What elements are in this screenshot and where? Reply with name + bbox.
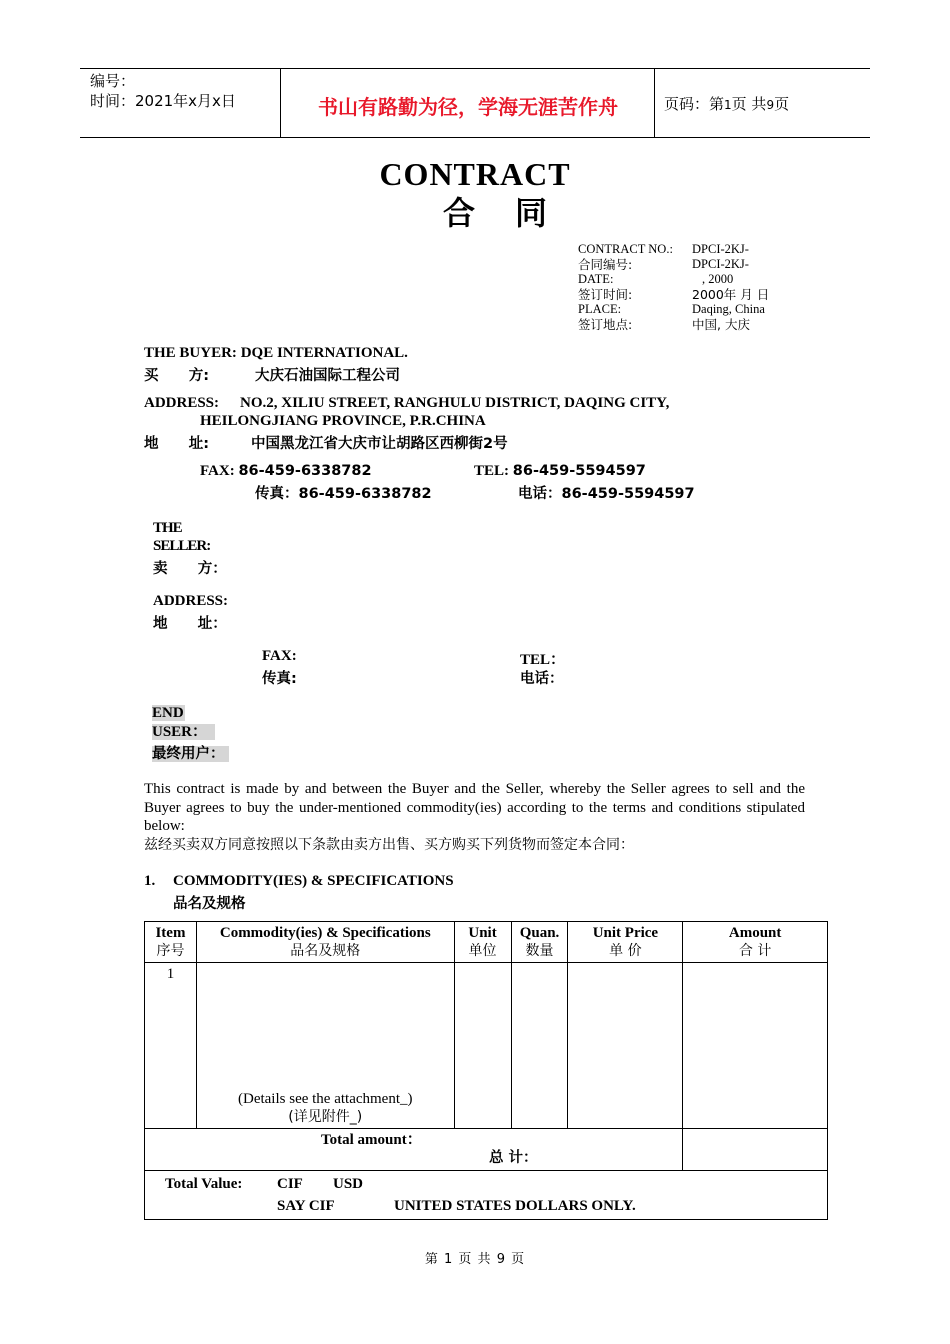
total-amount-value [683,1129,828,1171]
buyer-label: THE BUYER: [144,345,237,361]
serial-label: 编号： [90,72,136,90]
seller-label: THE SELLER: [153,520,211,554]
header-divider [280,69,281,137]
contract-intro [144,780,805,854]
buyer-line [144,345,408,362]
row-amount [683,963,828,1129]
total-amount-label-cell [145,1129,683,1171]
header-info [90,71,236,111]
time-label: 时间：2021年x月x日 [90,92,236,110]
seller-fax-label-cn: 传真: [262,671,297,687]
contract-no-value-cn: DPCI-2KJ- [692,257,749,271]
date-label: DATE: [578,272,614,286]
buyer-label-cn: 买 方: [144,368,210,384]
end-user-label-cn: 最终用户： [152,742,229,763]
place-value-cn: 中国, 大庆 [692,317,750,332]
buyer-address-line1: NO.2, XILIU STREET, RANGHULU DISTRICT, DAQING CITY, [240,395,670,411]
buyer-fax [200,463,372,480]
place-label: PLACE: [578,302,622,316]
seller-address-label: ADDRESS: [153,593,229,609]
row-unit [454,963,511,1129]
header-unit: Unit 单位 [454,922,511,963]
row-commodity [196,963,454,1129]
section-1-number: 1. [144,873,156,889]
seller-tel-label: TEL： [520,652,566,668]
date-value-cn: 2000年 月 日 [692,287,770,302]
seller-tel-label-cn: 电话： [520,671,564,687]
header-amount: Amount 合 计 [683,922,828,963]
contract-meta-values [692,242,769,332]
row-quantity [511,963,568,1129]
commodity-table [144,921,828,1220]
buyer-tel-value: 86-459-5594597 [512,463,646,479]
page-header [80,68,870,138]
section-1-title: COMMODITY(IES) & SPECIFICATIONS [173,873,454,889]
end-user-label: END USER： [152,704,215,742]
buyer-fax-cn: 传真：86-459-6338782 [255,486,432,502]
buyer-tel-cn: 电话：86-459-5594597 [518,486,695,502]
total-value-label: Total Value: [165,1176,243,1192]
buyer-address-cn: 中国黑龙江省大庆市让胡路区西柳街2号 [251,436,508,452]
total-value-row [145,1171,828,1220]
usd-label: USD [333,1176,364,1192]
buyer-tel [474,463,646,480]
buyer-fax-value: 86-459-6338782 [238,463,372,479]
date-label-cn: 签订时间: [578,287,633,302]
date-value: , 2000 [702,272,734,286]
seller-label-cn: 卖 方： [153,561,227,577]
contract-title: CONTRACT [379,156,571,192]
seller-address-label-cn: 地 址： [153,616,227,632]
row-item-number: 1 [145,963,197,1129]
header-motto: 书山有路勤为径，学海无涯苦作舟 [318,95,618,119]
intro-en: This contract is made by and between the Buyer and the Seller, whereby the Seller agrees to sell and the Buyer agrees to buy the under-mentioned commodity(ies) according to the terms and conditions stipulated below: [144,781,805,834]
header-divider [654,69,655,137]
contract-no-label: CONTRACT NO.: [578,242,673,256]
row-details-cn: (详见附件_) [288,1109,363,1125]
row-unit-price [568,963,683,1129]
total-amount-label-cn: 总 计： [489,1150,538,1166]
header-quantity: Quan. 数量 [511,922,568,963]
say-cif-label: SAY CIF [277,1198,335,1214]
header-unit-price: Unit Price 单 价 [568,922,683,963]
buyer-address-line2: HEILONGJIANG PROVINCE, P.R.CHINA [200,413,486,429]
row-details: (Details see the attachment_) [238,1091,413,1107]
seller-fax-label: FAX: [262,648,297,664]
table-header-row [145,922,828,963]
cif-label: CIF [277,1176,303,1192]
intro-cn: 兹经买卖双方同意按照以下条款由卖方出售、买方购买下列货物而签定本合同： [144,836,634,853]
place-label-cn: 签订地点: [578,317,633,332]
buyer-address-label: ADDRESS: [144,395,220,411]
usd-only-label: UNITED STATES DOLLARS ONLY. [394,1198,636,1214]
total-amount-label: Total amount： [321,1132,422,1148]
contract-no-value: DPCI-2KJ- [692,242,749,256]
header-page-number: 页码：第1页 共9页 [664,95,790,113]
buyer-address-label-cn: 地 址: [144,436,210,452]
buyer-tel-label: TEL: [474,463,510,479]
total-amount-row [145,1129,828,1171]
buyer-name-cn: 大庆石油国际工程公司 [255,368,400,384]
page-footer: 第 1 页 共 9 页 [424,1252,526,1267]
contract-meta-labels [578,242,673,332]
buyer-fax-label: FAX: [200,463,235,479]
table-row [145,963,828,1129]
total-value-cell [145,1171,828,1220]
header-commodity: Commodity(ies) & Specifications 品名及规格 [196,922,454,963]
contract-title-cn: 合同 [442,194,587,232]
header-item: Item 序号 [145,922,197,963]
section-1-title-cn: 品名及规格 [173,896,246,912]
contract-no-label-cn: 合同编号: [578,257,633,272]
place-value: Daqing, China [692,302,765,316]
buyer-name: DQE INTERNATIONAL. [240,345,408,361]
